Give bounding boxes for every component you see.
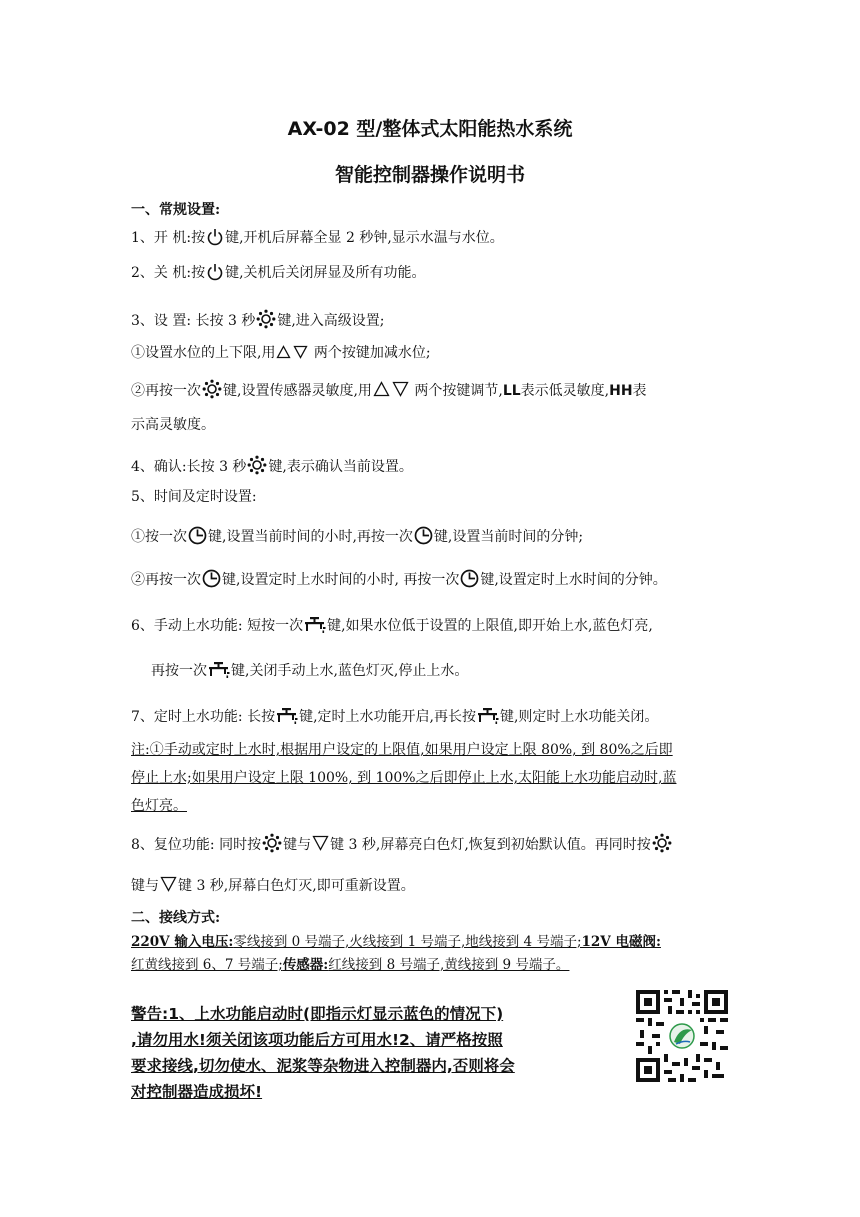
- warning-line-1: 警告:1、上水功能启动时(即指示灯显示蓝色的情况下): [131, 1005, 504, 1023]
- section-1-heading: 一、常规设置:: [131, 202, 221, 218]
- qr-code[interactable]: [636, 990, 728, 1082]
- down-triangle-icon: [160, 876, 177, 892]
- clock-icon: [460, 569, 479, 588]
- wiring-line-1: 220V 输入电压:零线接到 0 号端子,火线接到 1 号端子,地线接到 4 号端子;12V 电磁阀:: [131, 934, 661, 950]
- clock-icon: [188, 526, 207, 545]
- line-clock-timer: ②再按一次 键,设置定时上水时间的小时, 再按一次 键,设置定时上水时间的分钟。: [131, 569, 667, 590]
- line-time-heading: 5、时间及定时设置:: [131, 489, 257, 505]
- faucet-icon: [276, 707, 298, 725]
- gear-icon: [652, 833, 672, 853]
- down-triangle-icon: [293, 345, 308, 359]
- faucet-icon: [477, 707, 499, 725]
- line-timed-fill: 7、定时上水功能: 长按 键,定时上水功能开启,再长按 键,则定时上水功能关闭。: [131, 709, 659, 725]
- line-reset: 8、复位功能: 同时按 键与 键 3 秒,屏幕亮白色灯,恢复到初始默认值。再同时按: [131, 833, 673, 855]
- power-icon: [206, 263, 224, 281]
- warning-line-3: 要求接线,切勿使水、泥浆等杂物进入控制器内,否则将会: [131, 1057, 515, 1075]
- line-confirm: 4、确认:长按 3 秒 键,表示确认当前设置。: [131, 455, 413, 477]
- line-sensitivity: ②再按一次 键,设置传感器灵敏度,用 两个按键调节,LL表示低灵敏度,HH表: [131, 379, 647, 401]
- clock-icon: [202, 569, 221, 588]
- line-clock-current: ①按一次 键,设置当前时间的小时,再按一次 键,设置当前时间的分钟;: [131, 526, 583, 547]
- line-water-level: ①设置水位的上下限,用 两个按键加减水位;: [131, 345, 431, 361]
- line-reset-cont: 键与 键 3 秒,屏幕白色灯灭,即可重新设置。: [131, 878, 415, 894]
- section-2-heading: 二、接线方式:: [131, 910, 221, 926]
- gear-icon: [247, 455, 267, 475]
- down-triangle-icon: [392, 381, 409, 397]
- warning-line-2: ,请勿用水!须关闭该项功能后方可用水!2、请严格按照: [131, 1031, 503, 1049]
- title-line-1: AX-02 型/整体式太阳能热水系统: [287, 118, 573, 140]
- line-manual-fill-cont: 再按一次 键,关闭手动上水,蓝色灯灭,停止上水。: [151, 663, 469, 679]
- note-line-3: 色灯亮。: [131, 798, 187, 814]
- power-icon: [206, 228, 224, 246]
- faucet-icon: [304, 616, 326, 634]
- wiring-line-2: 红黄线接到 6、7 号端子;传感器:红线接到 8 号端子,黄线接到 9 号端子。: [131, 957, 570, 973]
- up-triangle-icon: [373, 381, 390, 397]
- gear-icon: [262, 833, 282, 853]
- note-line-1: 注:①手动或定时上水时,根据用户设定的上限值,如果用户设定上限 80%, 到 80%之后即: [131, 742, 673, 758]
- line-sensitivity-cont: 示高灵敏度。: [131, 417, 215, 433]
- clock-icon: [414, 526, 433, 545]
- warning-line-4: 对控制器造成损坏!: [131, 1083, 263, 1101]
- line-settings: 3、设 置: 长按 3 秒 键,进入高级设置;: [131, 309, 385, 331]
- line-power-off: 2、关 机:按 键,关机后关闭屏显及所有功能。: [131, 265, 426, 281]
- down-triangle-icon: [312, 835, 329, 851]
- note-line-2: 停止上水;如果用户设定上限 100%, 到 100%之后即停止上水,太阳能上水功能启动时,蓝: [131, 770, 677, 786]
- title-line-2: 智能控制器操作说明书: [334, 164, 525, 186]
- gear-icon: [202, 379, 222, 399]
- line-manual-fill: 6、手动上水功能: 短按一次 键,如果水位低于设置的上限值,即开始上水,蓝色灯亮,: [131, 618, 653, 634]
- gear-icon: [256, 309, 276, 329]
- up-triangle-icon: [276, 345, 291, 359]
- line-power-on: 1、开 机:按 键,开机后屏幕全显 2 秒钟,显示水温与水位。: [131, 230, 504, 246]
- faucet-icon: [208, 661, 230, 679]
